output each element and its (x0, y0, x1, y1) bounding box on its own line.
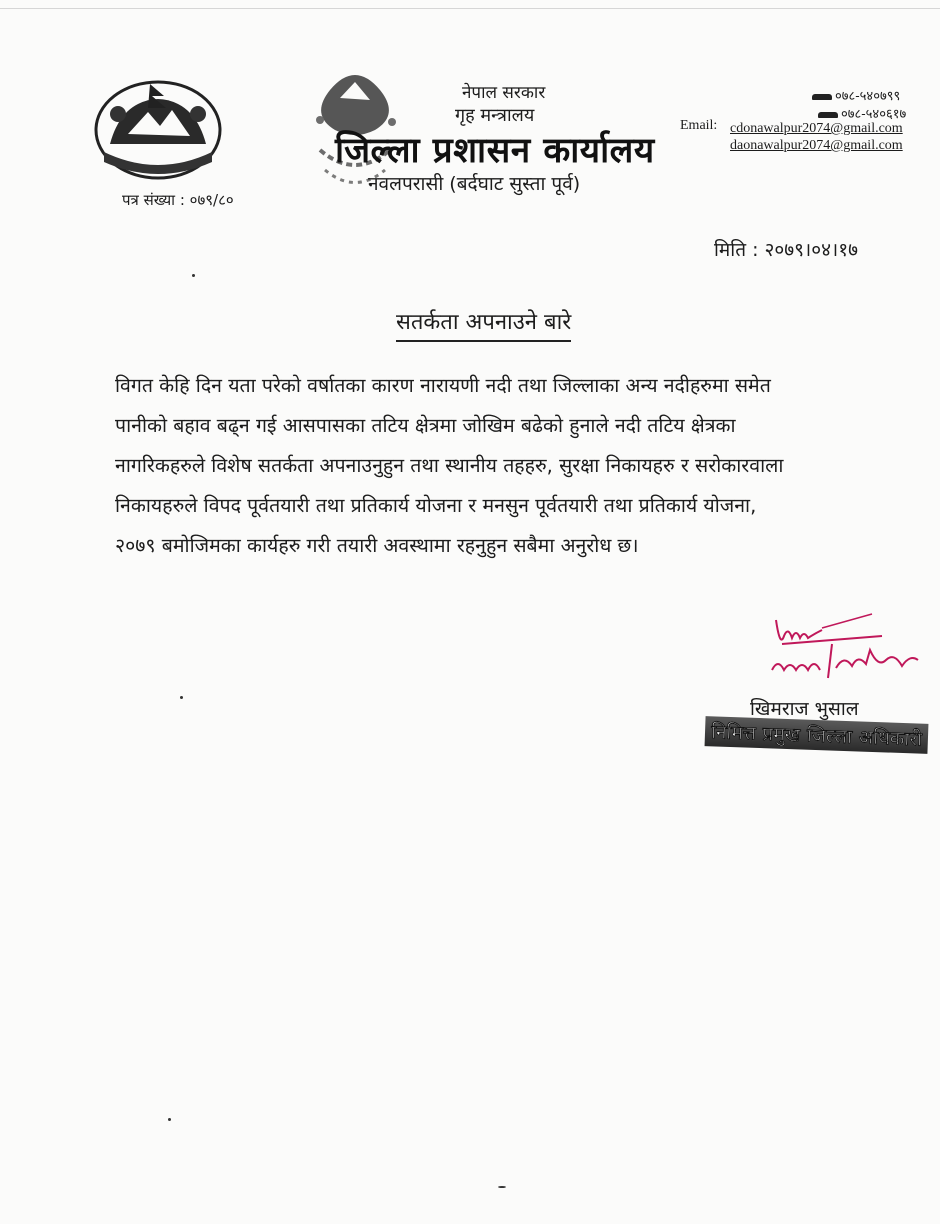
signer-name: खिमराज भुसाल (750, 698, 859, 720)
body-line: पानीको बहाव बढ्न गई आसपासका तटिय क्षेत्रमा जोखिम बढेको हुनाले नदी तटिय क्षेत्रका (115, 414, 736, 437)
body-line: विगत केहि दिन यता परेको वर्षातका कारण नारायणी नदी तथा जिल्लाका अन्य नदीहरुमा समेत (115, 374, 771, 397)
telephone-icon (812, 94, 832, 100)
phone-number-1-text: ०७८-५४०७९९ (835, 89, 901, 104)
body-line: २०७९ बमोजिमका कार्यहरु गरी तयारी अवस्थामा रहनुहुन सबैमा अनुरोध छ। (115, 534, 639, 557)
letter-body (115, 366, 895, 566)
scan-speck (192, 274, 195, 277)
phone-number-2 (818, 104, 906, 122)
body-line: निकायहरुले विपद पूर्वतयारी तथा प्रतिकार्य योजना र मनसुन पूर्वतयारी तथा प्रतिकार्य योजना, (115, 494, 757, 517)
handwritten-signature-icon (762, 608, 932, 688)
scan-edge-line (0, 8, 940, 9)
scan-speck (168, 1118, 171, 1121)
letter-date: मिति : २०७९।०४।१७ (714, 239, 858, 261)
email-link-1[interactable]: cdonawalpur2074@gmail.com (730, 121, 903, 136)
government-name: नेपाल सरकार (462, 83, 546, 103)
phone-number-2-text: ०७८-५४०६१७ (841, 107, 907, 122)
office-address: नवलपरासी (बर्दघाट सुस्ता पूर्व) (368, 173, 581, 195)
body-line: नागरिकहरुले विशेष सतर्कता अपनाउनुहुन तथा स्थानीय तहहरु, सुरक्षा निकायहरु र सरोकारवाला (115, 454, 784, 477)
letter-subject: सतर्कता अपनाउने बारे (396, 306, 571, 342)
nepal-emblem-icon (88, 74, 228, 182)
scan-speck (498, 1186, 506, 1188)
telephone-icon (818, 112, 838, 118)
reference-number: पत्र संख्या : ०७९/८० (122, 191, 234, 209)
email-link-2[interactable]: daonawalpur2074@gmail.com (730, 138, 903, 153)
email-label: Email: (680, 118, 718, 133)
office-title: जिल्ला प्रशासन कार्यालय (335, 131, 655, 171)
ministry-name: गृह मन्त्रालय (455, 105, 535, 126)
signer-title-stamp: निमित्त प्रमुख जिल्ला अधिकारी (705, 716, 929, 754)
scan-speck (180, 696, 183, 699)
phone-number-1 (812, 86, 900, 104)
